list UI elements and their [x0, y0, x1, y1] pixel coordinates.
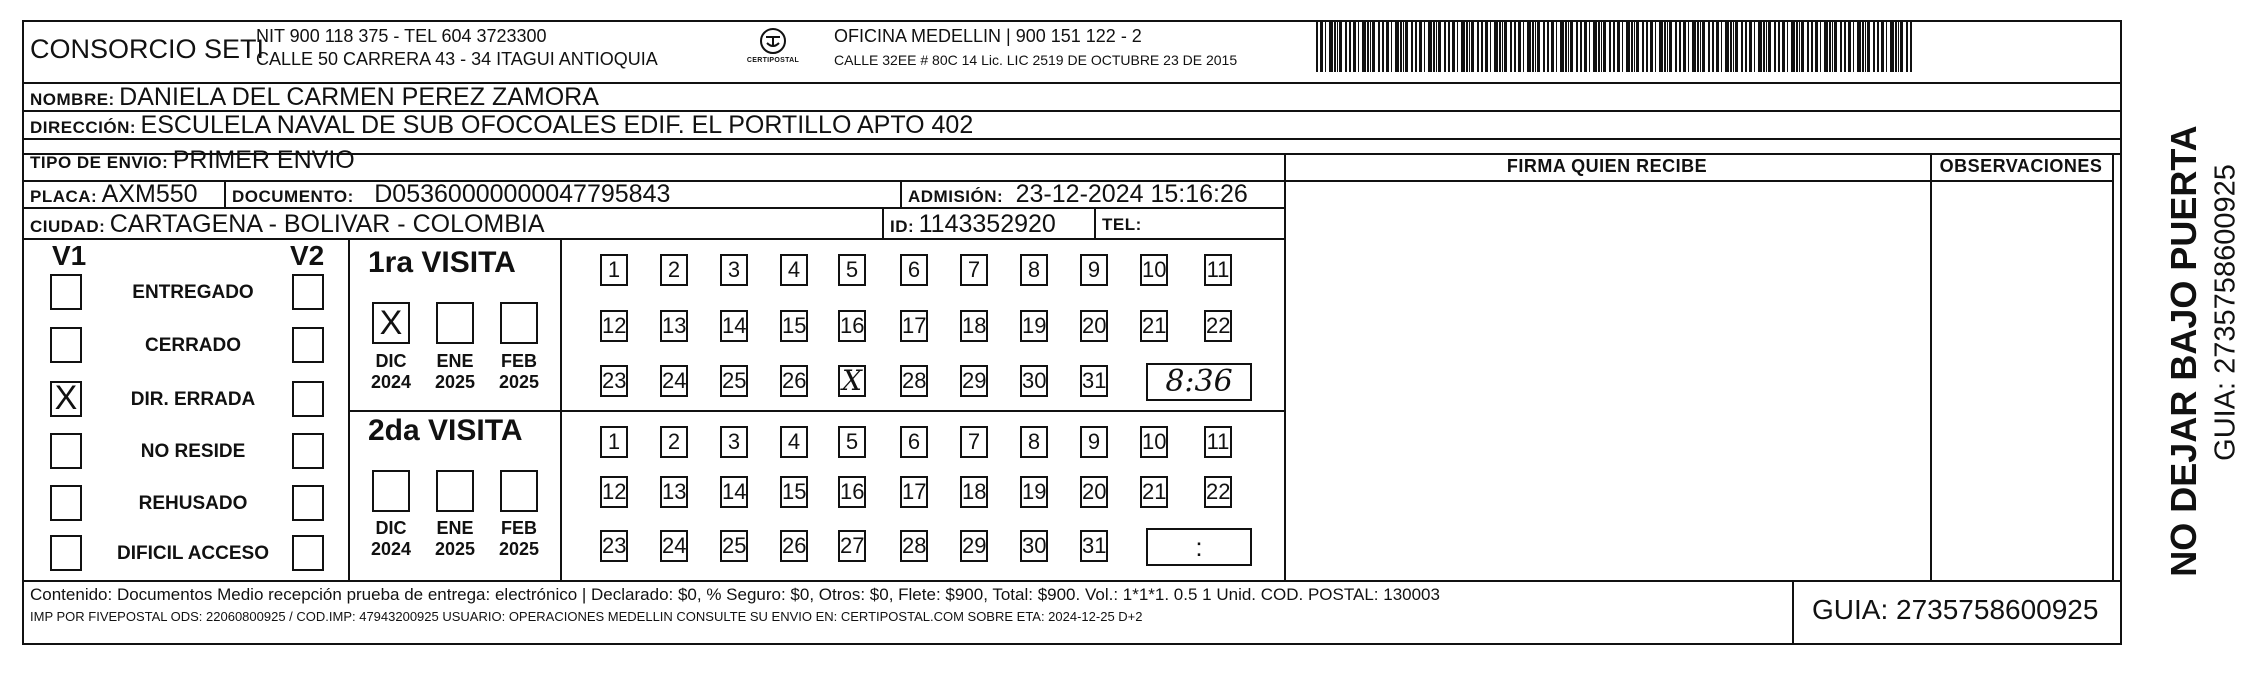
- barcode-bar: [1646, 20, 1648, 72]
- barcode-bar: [1391, 20, 1392, 72]
- day-box[interactable]: 5: [838, 426, 866, 458]
- barcode-bar: [1370, 20, 1371, 72]
- barcode-bar: [1910, 20, 1912, 72]
- barcode-bar: [1886, 20, 1887, 72]
- day-box[interactable]: 13: [660, 310, 688, 342]
- barcode-bar: [1527, 20, 1531, 72]
- barcode-bar: [1325, 20, 1326, 72]
- office-address: CALLE 32EE # 80C 14 Lic. LIC 2519 DE OCTUBRE 23 DE 2015: [834, 52, 1238, 68]
- barcode-bar: [1815, 20, 1818, 72]
- day-box[interactable]: 20: [1080, 476, 1108, 508]
- day-box[interactable]: 24: [660, 530, 688, 562]
- barcode-bar: [1844, 20, 1846, 72]
- barcode-bar: [1642, 20, 1644, 72]
- day-box[interactable]: 1: [600, 254, 628, 286]
- barcode-bar: [1424, 20, 1425, 72]
- month-label: [494, 518, 544, 560]
- day-box[interactable]: 9: [1080, 254, 1108, 286]
- day-box[interactable]: 29: [960, 365, 988, 397]
- barcode-bar: [1419, 20, 1422, 72]
- barcode-bar: [1824, 20, 1828, 72]
- day-box[interactable]: 28: [900, 365, 928, 397]
- barcode-bar: [1518, 20, 1521, 72]
- barcode-bar: [1589, 20, 1590, 72]
- month-label: [430, 518, 480, 560]
- v2-checkbox[interactable]: [292, 433, 324, 469]
- barcode-bar: [1466, 20, 1468, 72]
- barcode-bar: [1807, 20, 1809, 72]
- barcode-bar: [1485, 20, 1488, 72]
- month-name: ENE: [436, 518, 474, 538]
- barcode-bar: [1675, 20, 1677, 72]
- barcode-bar: [1683, 20, 1686, 72]
- barcode-bar: [1320, 20, 1323, 72]
- month-name: ENE: [436, 351, 474, 371]
- tipo-envio-label: TIPO DE ENVIO:: [30, 153, 169, 172]
- barcode-bar: [1820, 20, 1821, 72]
- nombre-value: DANIELA DEL CARMEN PEREZ ZAMORA: [119, 83, 599, 111]
- barcode-bar: [1601, 20, 1602, 72]
- day-box[interactable]: 23: [600, 530, 628, 562]
- month-checkbox[interactable]: [500, 302, 538, 344]
- day-box[interactable]: 18: [960, 310, 988, 342]
- barcode-bar: [1631, 20, 1633, 72]
- barcode-bar: [1733, 20, 1734, 72]
- month-year: 2024: [370, 372, 412, 392]
- month-name: DIC: [375, 518, 407, 538]
- barcode-bar: [1890, 20, 1894, 72]
- barcode-bar: [1787, 20, 1788, 72]
- barcode-bar: [1730, 20, 1732, 72]
- barcode-bar: [1494, 20, 1498, 72]
- status-label: DIR. ERRADA: [130, 389, 256, 410]
- day-box[interactable]: 11: [1204, 254, 1232, 286]
- barcode-bar: [1667, 20, 1668, 72]
- barcode-bar: [1403, 20, 1404, 72]
- barcode-bar: [1603, 20, 1606, 72]
- barcode-bar: [1716, 20, 1719, 72]
- company-name: CONSORCIO SETI: [30, 34, 265, 64]
- day-box[interactable]: 31: [1080, 530, 1108, 562]
- barcode-bar: [1650, 20, 1653, 72]
- day-box[interactable]: 8: [1020, 254, 1048, 286]
- firma-header: FIRMA QUIEN RECIBE: [1506, 156, 1708, 176]
- barcode-bar: [1622, 20, 1623, 72]
- barcode-bar: [1634, 20, 1635, 72]
- day-box[interactable]: 22: [1204, 476, 1232, 508]
- barcode-bar: [1362, 20, 1366, 72]
- barcode-bar: [1471, 20, 1474, 72]
- barcode-bar: [1510, 20, 1512, 72]
- barcode-bar: [1395, 20, 1399, 72]
- barcode-bar: [1469, 20, 1470, 72]
- v2-checkbox[interactable]: [292, 327, 324, 363]
- barcode-bar: [1584, 20, 1587, 72]
- no-dejar-bajo-puerta: NO DEJAR BAJO PUERTA: [2163, 125, 2204, 577]
- observaciones-header: OBSERVACIONES: [1939, 156, 2103, 176]
- barcode-bar: [1551, 20, 1554, 72]
- day-box[interactable]: 6: [900, 426, 928, 458]
- barcode-bar: [1329, 20, 1333, 72]
- barcode-bar: [1345, 20, 1347, 72]
- barcode-bar: [1358, 20, 1359, 72]
- barcode-bar: [1537, 20, 1540, 72]
- day-box[interactable]: 2: [660, 254, 688, 286]
- barcode-bar: [1593, 20, 1597, 72]
- month-name: FEB: [501, 518, 537, 538]
- month-label: [494, 351, 544, 393]
- barcode-bar: [1405, 20, 1408, 72]
- barcode-bar: [1372, 20, 1375, 72]
- barcode-bar: [1758, 20, 1762, 72]
- status-label: CERRADO: [144, 335, 242, 356]
- month-checkbox[interactable]: [436, 470, 474, 512]
- barcode-bar: [1898, 20, 1899, 72]
- barcode-bar: [1547, 20, 1549, 72]
- day-box[interactable]: 21: [1140, 476, 1168, 508]
- barcode-bar: [1679, 20, 1681, 72]
- month-checkbox[interactable]: [372, 470, 410, 512]
- barcode-bar: [1712, 20, 1714, 72]
- day-box[interactable]: 8: [1020, 426, 1048, 458]
- time-value: 8:36: [1165, 364, 1233, 399]
- barcode-bar: [1568, 20, 1569, 72]
- barcode-bar: [1862, 20, 1864, 72]
- day-box[interactable]: 14: [720, 310, 748, 342]
- day-box[interactable]: 26: [780, 530, 808, 562]
- barcode-bar: [1664, 20, 1666, 72]
- barcode-bar: [1499, 20, 1501, 72]
- barcode-bar: [1848, 20, 1851, 72]
- barcode-bar: [1659, 20, 1663, 72]
- day-box[interactable]: 20: [1080, 310, 1108, 342]
- barcode-bar: [1382, 20, 1384, 72]
- month-year: 2025: [434, 372, 476, 392]
- day-box[interactable]: 6: [900, 254, 928, 286]
- first-visit-title: 1ra VISITA: [368, 246, 516, 279]
- company-address: CALLE 50 CARRERA 43 - 34 ITAGUI ANTIOQUIA: [256, 49, 658, 69]
- direccion-label: DIRECCIÓN:: [30, 118, 137, 137]
- v1-checkbox[interactable]: [50, 327, 82, 363]
- company-nit: NIT 900 118 375 - TEL 604 3723300: [256, 26, 547, 46]
- v2-checkbox[interactable]: [292, 381, 324, 417]
- barcode-bar: [1411, 20, 1413, 72]
- day-box[interactable]: 25: [720, 530, 748, 562]
- barcode-bar: [1832, 20, 1833, 72]
- barcode-bar: [1490, 20, 1491, 72]
- day-box[interactable]: 15: [780, 310, 808, 342]
- barcode-bar: [1378, 20, 1380, 72]
- day-box[interactable]: 17: [900, 310, 928, 342]
- barcode-bar: [1873, 20, 1875, 72]
- barcode-bar: [1565, 20, 1567, 72]
- barcode-bar: [1857, 20, 1861, 72]
- barcode-bar: [1514, 20, 1516, 72]
- month-checkbox[interactable]: [372, 302, 410, 344]
- barcode-bar: [1617, 20, 1620, 72]
- v1-checkbox[interactable]: [50, 485, 82, 521]
- time-value: :: [1195, 532, 1203, 562]
- time-field[interactable]: [1146, 363, 1252, 401]
- signature-area[interactable]: [1288, 183, 1928, 578]
- barcode-bar: [1900, 20, 1903, 72]
- barcode-bar: [1655, 20, 1656, 72]
- month-year: 2025: [498, 539, 540, 559]
- time-field[interactable]: [1146, 528, 1252, 566]
- barcode-bar: [1504, 20, 1507, 72]
- barcode-bar: [1700, 20, 1701, 72]
- day-box[interactable]: 14: [720, 476, 748, 508]
- status-label: NO RESIDE: [140, 441, 246, 462]
- admision-label: ADMISIÓN:: [908, 187, 1004, 206]
- day-box[interactable]: 7: [960, 426, 988, 458]
- day-box[interactable]: 24: [660, 365, 688, 397]
- barcode-bar: [1580, 20, 1582, 72]
- month-checkbox[interactable]: [500, 470, 538, 512]
- day-box[interactable]: 2: [660, 426, 688, 458]
- footer-guia: GUIA: 2735758600925: [1812, 594, 2099, 625]
- day-box[interactable]: 21: [1140, 310, 1168, 342]
- barcode-bar: [1782, 20, 1785, 72]
- barcode-bar: [1444, 20, 1446, 72]
- logo-text: CERTIPOSTAL: [746, 57, 800, 64]
- day-box[interactable]: 16: [838, 476, 866, 508]
- day-box[interactable]: 26: [780, 365, 808, 397]
- barcode-bar: [1452, 20, 1455, 72]
- barcode-bar: [1339, 20, 1342, 72]
- day-box[interactable]: 3: [720, 254, 748, 286]
- barcode-bar: [1766, 20, 1767, 72]
- day-box[interactable]: 16: [838, 310, 866, 342]
- direccion-value: ESCULELA NAVAL DE SUB OFOCOALES EDIF. EL PORTILLO APTO 402: [140, 111, 974, 139]
- v1-checkbox[interactable]: [50, 274, 82, 310]
- office-line: OFICINA MEDELLIN | 900 151 122 - 2: [834, 26, 1142, 46]
- barcode-bar: [1801, 20, 1804, 72]
- barcode-bar: [1609, 20, 1611, 72]
- barcode-bar: [1829, 20, 1831, 72]
- barcode-bar: [1448, 20, 1450, 72]
- barcode-bar: [1865, 20, 1866, 72]
- v2-checkbox[interactable]: [292, 274, 324, 310]
- barcode-bar: [1386, 20, 1389, 72]
- barcode-bar: [1457, 20, 1458, 72]
- documento-label: DOCUMENTO:: [232, 187, 354, 206]
- day-box[interactable]: 15: [780, 476, 808, 508]
- day-box[interactable]: 31: [1080, 365, 1108, 397]
- day-box[interactable]: 29: [960, 530, 988, 562]
- month-year: 2025: [434, 539, 476, 559]
- v2-checkbox[interactable]: [292, 485, 324, 521]
- barcode-bar: [1881, 20, 1884, 72]
- barcode-bar: [1692, 20, 1696, 72]
- day-box[interactable]: 10: [1140, 426, 1168, 458]
- day-box[interactable]: 11: [1204, 426, 1232, 458]
- barcode-bar: [1353, 20, 1356, 72]
- month-name: DIC: [375, 351, 407, 371]
- barcode-bar: [1688, 20, 1689, 72]
- v1-checkbox[interactable]: [50, 381, 82, 417]
- barcode-bar: [1636, 20, 1639, 72]
- barcode-bar: [1702, 20, 1705, 72]
- check-mark: X: [379, 304, 403, 342]
- day-box[interactable]: 12: [600, 476, 628, 508]
- barcode-bar: [1461, 20, 1465, 72]
- month-label: [430, 351, 480, 393]
- barcode-bar: [1867, 20, 1870, 72]
- day-box[interactable]: 19: [1020, 476, 1048, 508]
- day-box[interactable]: 28: [900, 530, 928, 562]
- day-box[interactable]: 25: [720, 365, 748, 397]
- barcode-bar: [1745, 20, 1747, 72]
- barcode-bar: [1316, 20, 1318, 72]
- v1-checkbox[interactable]: [50, 535, 82, 571]
- barcode-bar: [1523, 20, 1524, 72]
- day-box[interactable]: 5: [838, 254, 866, 286]
- day-box[interactable]: 13: [660, 476, 688, 508]
- barcode-bar: [1834, 20, 1837, 72]
- barcode-bar: [1532, 20, 1534, 72]
- tel-label: TEL:: [1102, 215, 1142, 234]
- barcode-bar: [1477, 20, 1479, 72]
- barcode-bar: [1613, 20, 1615, 72]
- status-label: REHUSADO: [138, 493, 248, 514]
- barcode-bar: [1556, 20, 1557, 72]
- day-box[interactable]: 17: [900, 476, 928, 508]
- observaciones-area[interactable]: [1934, 183, 2110, 578]
- check-mark: X: [54, 379, 78, 417]
- barcode-bar: [1438, 20, 1441, 72]
- barcode-bar: [1415, 20, 1417, 72]
- v1-label: V1: [52, 240, 87, 271]
- barcode-bar: [1799, 20, 1800, 72]
- barcode-bar: [1741, 20, 1743, 72]
- barcode-bar: [1768, 20, 1771, 72]
- barcode-bar: [1906, 20, 1908, 72]
- barcode-bar: [1502, 20, 1503, 72]
- day-box[interactable]: 22: [1204, 310, 1232, 342]
- barcode-bar: [1400, 20, 1402, 72]
- certipostal-logo: [746, 24, 800, 70]
- second-visit-title: 2da VISITA: [368, 414, 523, 447]
- day-box[interactable]: 10: [1140, 254, 1168, 286]
- day-box[interactable]: 1: [600, 426, 628, 458]
- ciudad-label: CIUDAD:: [30, 217, 106, 236]
- barcode-bar: [1433, 20, 1435, 72]
- barcode-bar: [1598, 20, 1600, 72]
- placa-label: PLACA:: [30, 187, 98, 206]
- barcode-bar: [1725, 20, 1729, 72]
- barcode-bar: [1560, 20, 1564, 72]
- day-box[interactable]: 7: [960, 254, 988, 286]
- barcode-bar: [1774, 20, 1776, 72]
- day-box[interactable]: 4: [780, 254, 808, 286]
- barcode-bar: [1877, 20, 1879, 72]
- id-value: 1143352920: [918, 210, 1056, 238]
- barcode-bar: [1811, 20, 1813, 72]
- barcode-bar: [1669, 20, 1672, 72]
- month-label: [366, 351, 416, 393]
- barcode-bar: [1697, 20, 1699, 72]
- barcode-bar: [1840, 20, 1842, 72]
- footer-contents: Contenido: Documentos Medio recepción prueba de entrega: electrónico | Declarado: $0, % Seguro: $0, Otros: $0, Flete: $900, Total: $900. Vol.: 1*1*1. 0.5 1 Unid. COD. POSTAL: 130003: [30, 585, 1440, 604]
- barcode-bar: [1436, 20, 1437, 72]
- barcode-bar: [1763, 20, 1765, 72]
- v2-label: V2: [290, 240, 325, 271]
- barcode-bar: [1796, 20, 1798, 72]
- ciudad-value: CARTAGENA - BOLIVAR - COLOMBIA: [109, 210, 545, 238]
- barcode-bar: [1576, 20, 1578, 72]
- status-label: ENTREGADO: [132, 282, 254, 303]
- month-year: 2024: [370, 539, 412, 559]
- tipo-envio-value: PRIMER ENVIO: [172, 146, 355, 174]
- barcode-bar: [1721, 20, 1722, 72]
- barcode-bar: [1481, 20, 1483, 72]
- v1-checkbox[interactable]: [50, 433, 82, 469]
- barcode-bar: [1853, 20, 1854, 72]
- month-year: 2025: [498, 372, 540, 392]
- day-box[interactable]: 23: [600, 365, 628, 397]
- day-box[interactable]: 9: [1080, 426, 1108, 458]
- barcode-bar: [1428, 20, 1432, 72]
- barcode-bar: [1543, 20, 1545, 72]
- day-box[interactable]: 30: [1020, 365, 1048, 397]
- barcode-bar: [1708, 20, 1710, 72]
- admision-value: 23-12-2024 15:16:26: [1015, 180, 1248, 208]
- barcode-bar: [1895, 20, 1897, 72]
- month-label: [366, 518, 416, 560]
- barcode-bar: [1749, 20, 1752, 72]
- day-box[interactable]: 12: [600, 310, 628, 342]
- barcode-bar: [1367, 20, 1369, 72]
- day-box[interactable]: 30: [1020, 530, 1048, 562]
- day-box[interactable]: 4: [780, 426, 808, 458]
- placa-value: AXM550: [101, 180, 198, 208]
- id-label: ID:: [890, 217, 915, 236]
- v2-checkbox[interactable]: [292, 535, 324, 571]
- barcode-bar: [1778, 20, 1780, 72]
- day-box[interactable]: 27: [838, 530, 866, 562]
- barcode-bar: [1626, 20, 1630, 72]
- barcode-bar: [1535, 20, 1536, 72]
- barcode-bar: [1334, 20, 1336, 72]
- day-box[interactable]: 19: [1020, 310, 1048, 342]
- barcode-bar: [1349, 20, 1351, 72]
- barcode-bar: [1791, 20, 1795, 72]
- barcode-bar: [1337, 20, 1338, 72]
- barcode-bar: [1570, 20, 1573, 72]
- barcode: [1316, 20, 1916, 72]
- month-checkbox[interactable]: [436, 302, 474, 344]
- documento-value: D05360000000047795843: [374, 180, 671, 208]
- nombre-label: NOMBRE:: [30, 90, 115, 109]
- status-label: DIFICIL ACCESO: [116, 543, 269, 564]
- barcode-bar: [1754, 20, 1755, 72]
- side-guia: GUIA: 2735758600925: [2209, 164, 2242, 461]
- month-name: FEB: [501, 351, 537, 371]
- day-box[interactable]: 18: [960, 476, 988, 508]
- footer-print-info: IMP POR FIVEPOSTAL ODS: 22060800925 / COD.IMP: 47943200925 USUARIO: OPERACIONES MEDELLIN CONSULTE SU ENVIO EN: CERTIPOSTAL.COM SOBRE ETA: 2024-12-25 D+2: [30, 609, 1143, 624]
- barcode-bar: [1735, 20, 1738, 72]
- day-box[interactable]: X: [838, 365, 866, 397]
- day-box[interactable]: 3: [720, 426, 748, 458]
